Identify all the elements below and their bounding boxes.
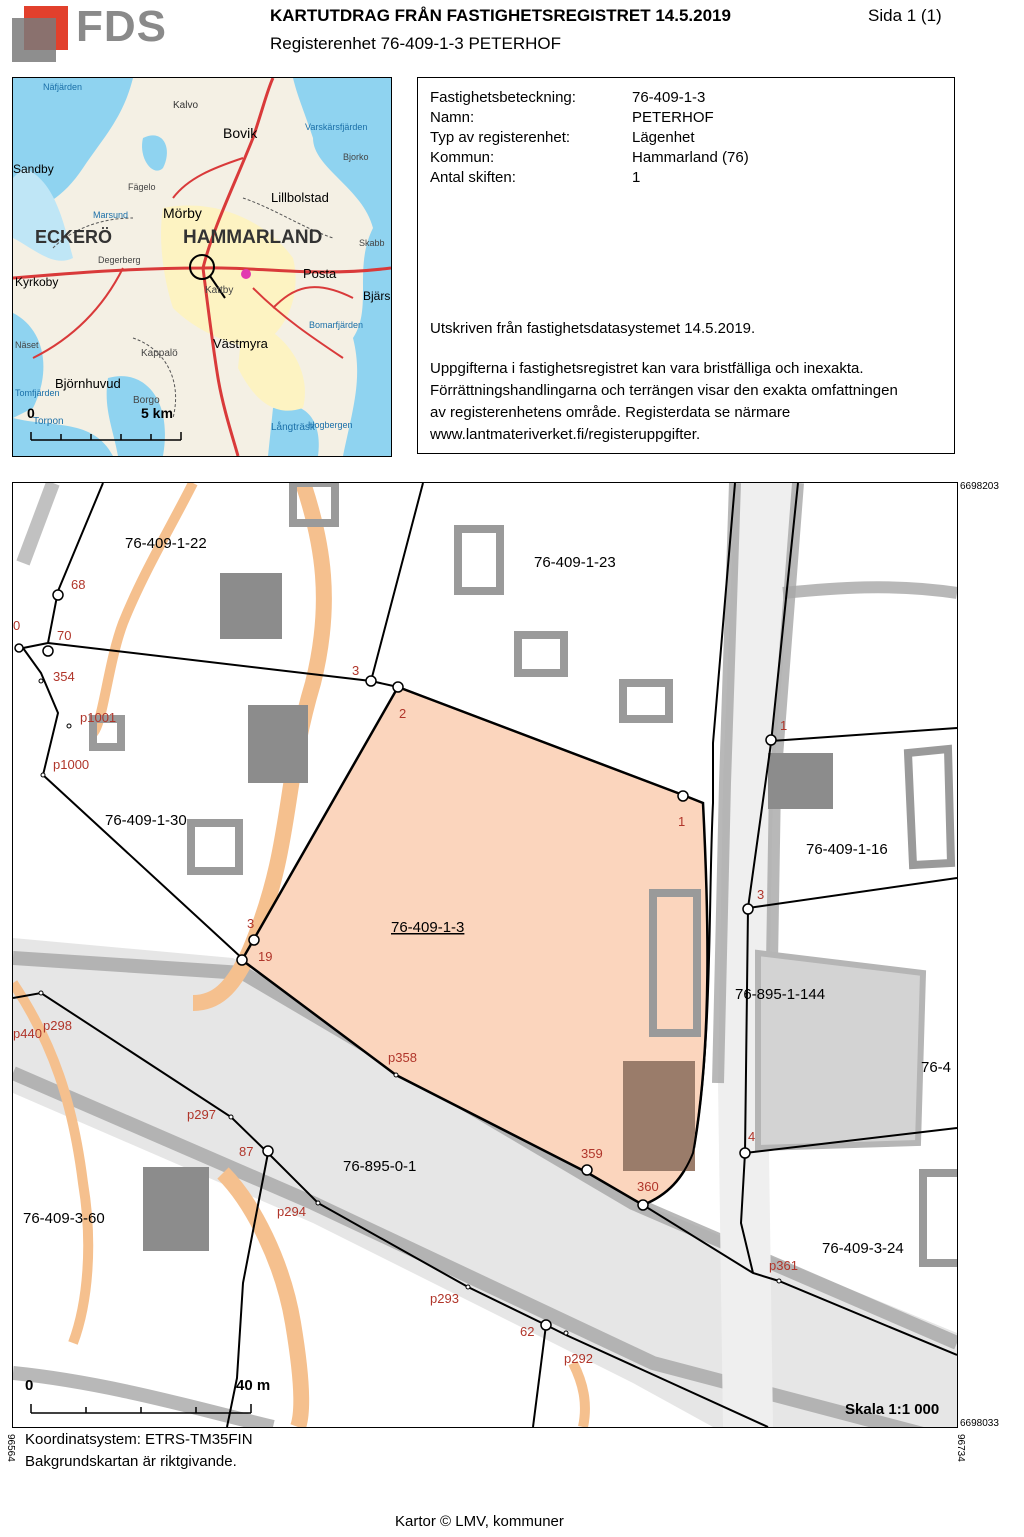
- cadastral-map: [12, 482, 958, 1428]
- field-value: PETERHOF: [632, 109, 714, 126]
- overview-place: HAMMARLAND: [183, 227, 323, 248]
- overview-place: Torpon: [33, 416, 64, 427]
- overview-place: Bomarfjärden: [309, 320, 364, 330]
- coord-bottom-right: 6698033: [960, 1418, 999, 1429]
- overview-scale-start: 0: [27, 405, 35, 421]
- point-label: 3: [352, 663, 360, 678]
- disclaimer-line: Förrättningshandlingarna och terrängen visar den exakta omfattningen: [430, 382, 898, 399]
- field-value: 1: [632, 169, 641, 186]
- overview-place: Mörby: [163, 205, 202, 221]
- field-row: [418, 108, 954, 128]
- credits: Kartor © LMV, kommuner: [395, 1513, 564, 1530]
- parcel-label: 76-409-1-30: [105, 812, 187, 829]
- parcel-label: 76-409-1-23: [534, 554, 616, 571]
- overview-place: Skabb: [359, 238, 385, 248]
- parcel-label: 76-409-3-60: [23, 1210, 105, 1227]
- overview-place: Björnhuvud: [55, 376, 121, 391]
- overview-place: Kyrkoby: [15, 275, 59, 289]
- parcel-label: 76-895-1-144: [735, 986, 826, 1003]
- field-row: [418, 88, 954, 108]
- point-label: 0: [13, 618, 21, 633]
- document-title: KARTUTDRAG FRÅN FASTIGHETSREGISTRET 14.5.2019: [270, 6, 731, 25]
- overview-place: Sandby: [13, 162, 54, 176]
- disclaimer-line: av registerenhetens område. Registerdata se närmare: [430, 404, 791, 421]
- point-label: p298: [43, 1018, 72, 1033]
- field-label: Fastighetsbeteckning:: [430, 89, 576, 106]
- point-label: 359: [581, 1146, 603, 1161]
- overview-place: Fägelo: [128, 182, 156, 192]
- overview-scale-end: 5 km: [141, 405, 173, 421]
- point-label: 3: [247, 916, 255, 931]
- overview-place: Långträsk: [271, 422, 315, 433]
- point-label: p292: [564, 1351, 593, 1366]
- overview-place: Hogbergen: [308, 420, 353, 430]
- overview-place: Kappalö: [141, 348, 178, 359]
- overview-place: Bjorko: [343, 152, 369, 162]
- overview-place: Kattby: [205, 285, 234, 296]
- point-label: 62: [520, 1324, 535, 1339]
- overview-place: Lillbolstad: [271, 190, 329, 205]
- point-label: 3: [757, 887, 765, 902]
- field-value: Lägenhet: [632, 129, 695, 146]
- document-subtitle: Registerenhet 76-409-1-3 PETERHOF: [270, 34, 562, 53]
- overview-place: Bjärs: [363, 289, 391, 303]
- overview-place: Tomfjärden: [15, 388, 60, 398]
- overview-place: ECKERÖ: [35, 227, 113, 247]
- point-label: 68: [71, 577, 86, 592]
- parcel-label: 76-409-1-22: [125, 535, 207, 552]
- coord-left: 96564: [5, 1434, 16, 1462]
- point-label: 2: [399, 706, 407, 721]
- point-label: p440: [13, 1026, 42, 1041]
- subject-parcel-label: 76-409-1-3: [391, 919, 465, 936]
- property-info-box: [417, 77, 955, 454]
- parcel-label: 76-409-1-16: [806, 841, 888, 858]
- overview-place: Posta: [303, 266, 337, 281]
- field-label: Kommun:: [430, 149, 495, 166]
- overview-place: Marsund: [93, 210, 129, 220]
- point-label: 19: [258, 949, 273, 964]
- point-label: 4: [748, 1129, 756, 1144]
- point-label: 354: [53, 669, 75, 684]
- map-scale-end: 40 m: [236, 1377, 271, 1394]
- parcel-label: 76-895-0-1: [343, 1158, 417, 1175]
- map-scale-start: 0: [25, 1377, 34, 1394]
- logo-text: FDS: [76, 2, 167, 51]
- page-number: Sida 1 (1): [868, 6, 942, 25]
- map-scale-ratio: Skala 1:1 000: [845, 1401, 940, 1418]
- coord-top-right: 6698203: [960, 481, 999, 492]
- field-label: Namn:: [430, 109, 475, 126]
- overview-place: Västmyra: [213, 336, 268, 351]
- field-label: Antal skiften:: [430, 169, 516, 186]
- registry-link[interactable]: www.lantmateriverket.fi/registeruppgifter.: [430, 426, 701, 443]
- overview-place: Degerberg: [98, 255, 141, 265]
- fds-logo-icon: [12, 6, 68, 62]
- overview-place: Näfjärden: [43, 82, 83, 92]
- point-label: 1: [678, 814, 686, 829]
- overview-place: Näset: [15, 340, 39, 350]
- point-label: p358: [388, 1050, 417, 1065]
- point-label: 87: [239, 1144, 254, 1159]
- overview-place: Kalvo: [173, 100, 199, 111]
- point-label: 360: [637, 1179, 659, 1194]
- point-label: p1000: [53, 757, 90, 772]
- overview-place: Varskärsfjärden: [305, 122, 368, 132]
- background-note: Bakgrundskartan är riktgivande.: [25, 1453, 237, 1470]
- overview-place: Bovik: [223, 125, 258, 141]
- field-row: [418, 168, 954, 188]
- point-label: p297: [187, 1107, 216, 1122]
- coord-system-note: Koordinatsystem: ETRS-TM35FIN: [25, 1431, 253, 1448]
- field-row: [418, 148, 954, 168]
- coord-right: 96734: [955, 1434, 966, 1462]
- point-label: 1: [780, 718, 788, 733]
- disclaimer-line: Uppgifterna i fastighetsregistret kan vara bristfälliga och inexakta.: [430, 360, 864, 377]
- point-label: p293: [430, 1291, 459, 1306]
- parcel-label: 76-409-3-24: [822, 1240, 904, 1257]
- point-label: p361: [769, 1258, 798, 1273]
- point-label: 70: [57, 628, 72, 643]
- overview-place: Borgo: [133, 395, 160, 406]
- point-label: p294: [277, 1204, 306, 1219]
- field-label: Typ av registerenhet:: [430, 129, 571, 146]
- printed-date: Utskriven från fastighetsdatasystemet 14.5.2019.: [430, 320, 756, 337]
- field-row: [418, 128, 954, 148]
- parcel-label: 76-4: [921, 1059, 952, 1076]
- field-value: Hammarland (76): [632, 149, 749, 166]
- overview-map: [12, 77, 392, 457]
- field-value: 76-409-1-3: [632, 89, 706, 106]
- point-label: p1001: [80, 710, 117, 725]
